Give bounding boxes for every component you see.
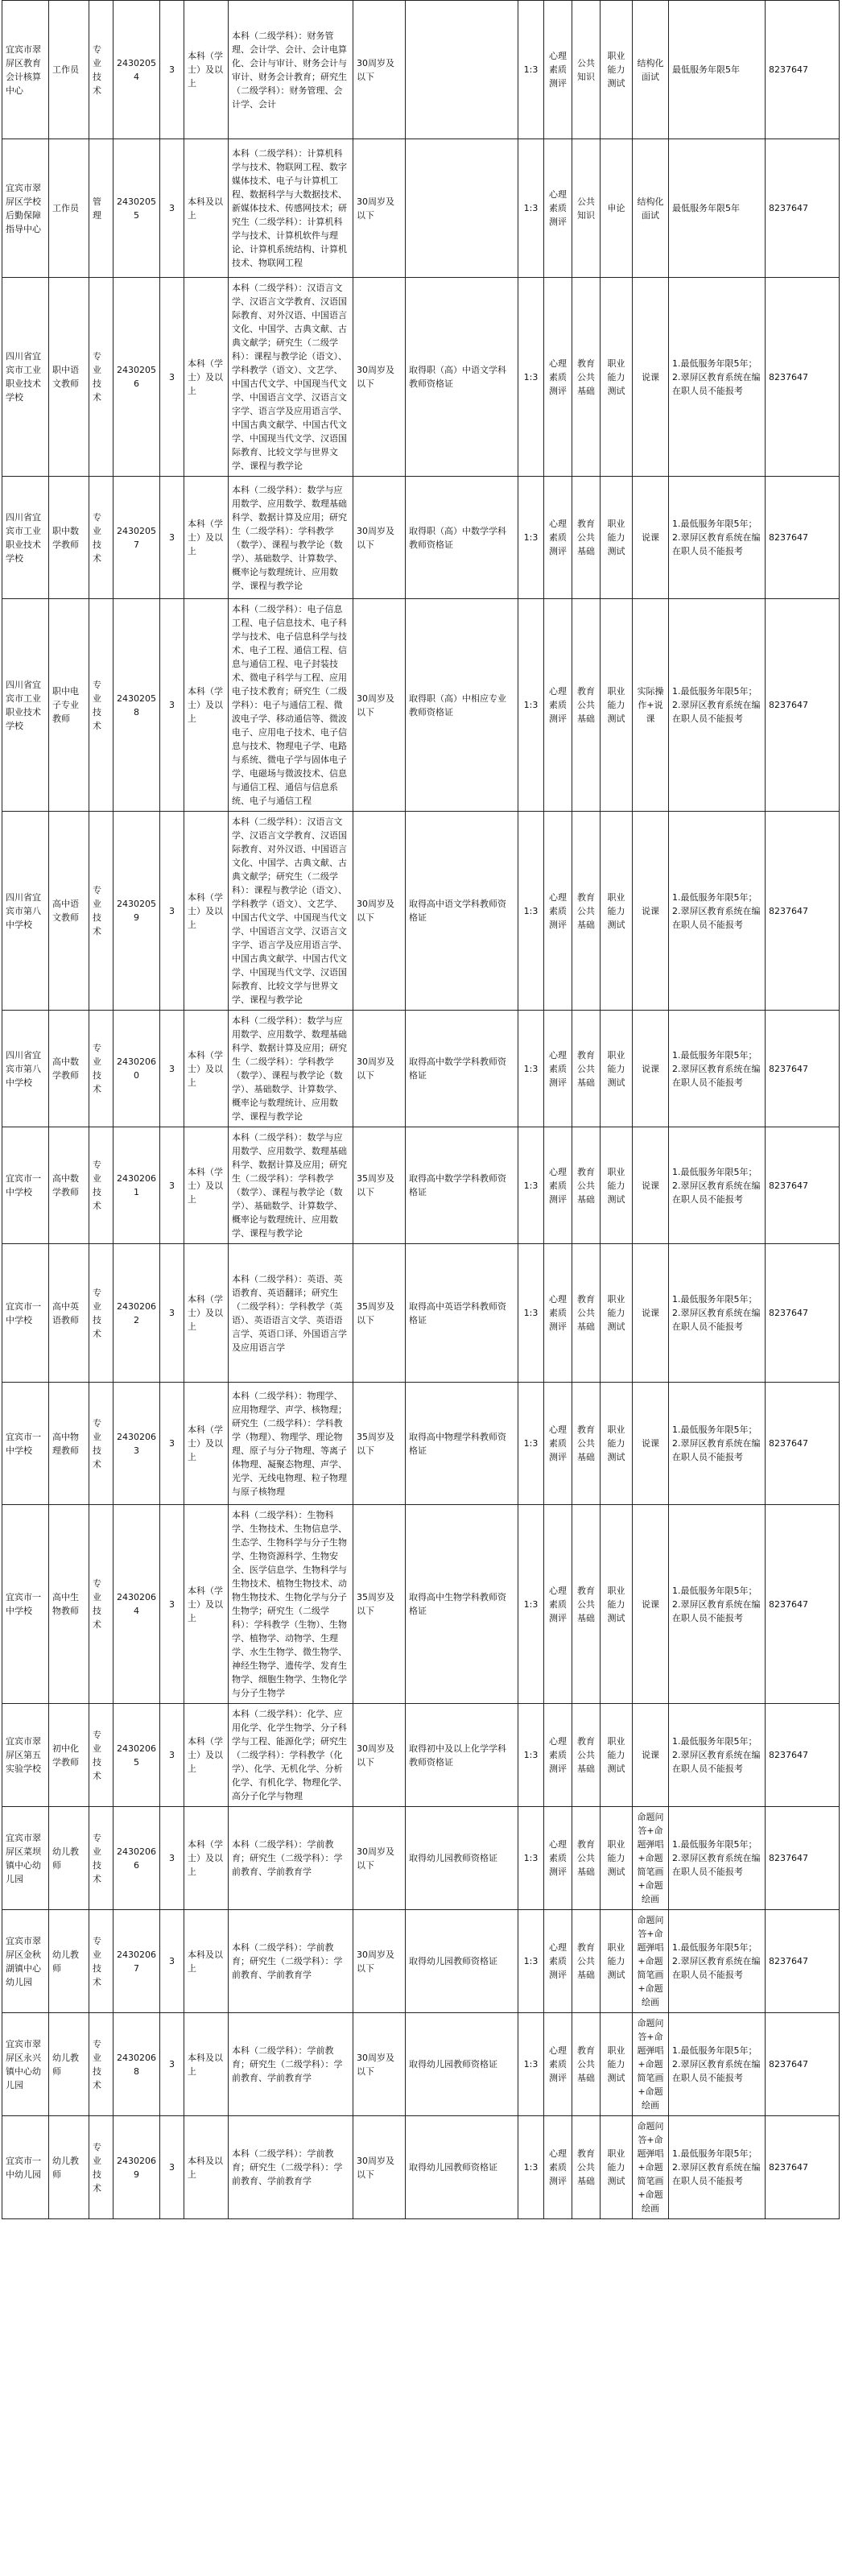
interview-cell: 说课 [633,1127,669,1244]
ratio-cell: 1:3 [518,1910,544,2013]
count-cell: 3 [160,278,184,477]
ratio-cell: 1:3 [518,599,544,812]
notes-cell: 1.最低服务年限5年；2.翠屏区教育系统在编在职人员不能报考 [669,477,766,599]
category-cell: 专业技术 [89,1244,114,1383]
other-requirement-cell: 取得高中数学学科教师资格证 [406,1011,518,1127]
phone-cell: 8237647 [766,1383,840,1505]
count-cell: 3 [160,477,184,599]
education-cell: 本科（学士）及以上 [184,1807,229,1910]
test-ability-cell: 职业能力测试 [601,1244,633,1383]
test-psych-cell: 心理素质测评 [544,1011,572,1127]
test-psych-cell: 心理素质测评 [544,2013,572,2116]
unit-cell: 宜宾市翠屏区学校后勤保障指导中心 [2,139,49,278]
education-cell: 本科及以上 [184,139,229,278]
category-cell: 专业技术 [89,812,114,1011]
category-cell: 管理 [89,139,114,278]
other-requirement-cell: 取得幼儿园教师资格证 [406,1910,518,2013]
table-row [2,1910,840,2013]
test-public-cell: 教育公共基础 [572,812,601,1011]
code-cell: 24302066 [114,1807,160,1910]
education-cell: 本科及以上 [184,2116,229,2219]
education-cell: 本科及以上 [184,1910,229,2013]
notes-cell: 最低服务年限5年 [669,139,766,278]
position-cell: 高中生物教师 [49,1505,89,1704]
phone-cell: 8237647 [766,1011,840,1127]
phone-cell: 8237647 [766,1704,840,1807]
education-cell: 本科（学士）及以上 [184,1127,229,1244]
phone-cell: 8237647 [766,2013,840,2116]
phone-cell: 8237647 [766,1807,840,1910]
phone-cell: 8237647 [766,1,840,139]
ratio-cell: 1:3 [518,139,544,278]
count-cell: 3 [160,1704,184,1807]
test-ability-cell: 职业能力测试 [601,2013,633,2116]
notes-cell: 1.最低服务年限5年；2.翠屏区教育系统在编在职人员不能报考 [669,1011,766,1127]
test-psych-cell: 心理素质测评 [544,1383,572,1505]
age-cell: 30周岁及以下 [353,278,406,477]
count-cell: 3 [160,2013,184,2116]
major-cell: 本科（二级学科）：学前教育；研究生（二级学科）：学前教育、学前教育学 [229,2013,353,2116]
code-cell: 24302065 [114,1704,160,1807]
count-cell: 3 [160,1244,184,1383]
test-psych-cell: 心理素质测评 [544,139,572,278]
table-row [2,477,840,599]
education-cell: 本科及以上 [184,2013,229,2116]
position-cell: 幼儿教师 [49,1910,89,2013]
education-cell: 本科（学士）及以上 [184,1505,229,1704]
test-psych-cell: 心理素质测评 [544,812,572,1011]
other-requirement-cell: 取得高中数学学科教师资格证 [406,1127,518,1244]
other-requirement-cell [406,1,518,139]
other-requirement-cell: 取得幼儿园教师资格证 [406,2116,518,2219]
interview-cell: 说课 [633,1011,669,1127]
ratio-cell: 1:3 [518,2013,544,2116]
code-cell: 24302054 [114,1,160,139]
code-cell: 24302068 [114,2013,160,2116]
interview-cell: 说课 [633,1505,669,1704]
test-public-cell: 教育公共基础 [572,2013,601,2116]
major-cell: 本科（二级学科）：化学、应用化学、化学生物学、分子科学与工程、能源化学；研究生（二级学科）：学科教学（化学）、化学、无机化学、分析化学、有机化学、物理化学、高分子化学与物理 [229,1704,353,1807]
age-cell: 30周岁及以下 [353,139,406,278]
unit-cell: 四川省宜宾市第八中学校 [2,1011,49,1127]
table-row [2,2013,840,2116]
age-cell: 30周岁及以下 [353,1910,406,2013]
interview-cell: 说课 [633,1244,669,1383]
age-cell: 30周岁及以下 [353,2116,406,2219]
age-cell: 30周岁及以下 [353,1807,406,1910]
code-cell: 24302061 [114,1127,160,1244]
test-public-cell: 教育公共基础 [572,1127,601,1244]
ratio-cell: 1:3 [518,1505,544,1704]
notes-cell: 1.最低服务年限5年；2.翠屏区教育系统在编在职人员不能报考 [669,1910,766,2013]
test-ability-cell: 职业能力测试 [601,1127,633,1244]
ratio-cell: 1:3 [518,477,544,599]
count-cell: 3 [160,599,184,812]
phone-cell: 8237647 [766,599,840,812]
notes-cell: 1.最低服务年限5年；2.翠屏区教育系统在编在职人员不能报考 [669,1505,766,1704]
age-cell: 30周岁及以下 [353,812,406,1011]
test-ability-cell: 职业能力测试 [601,1,633,139]
test-ability-cell: 职业能力测试 [601,278,633,477]
test-public-cell: 教育公共基础 [572,1807,601,1910]
interview-cell: 命题问答+命题弹唱+命题简笔画+命题绘画 [633,1807,669,1910]
category-cell: 专业技术 [89,1704,114,1807]
education-cell: 本科（学士）及以上 [184,1383,229,1505]
major-cell: 本科（二级学科）：财务管理、会计学、会计、会计电算化、会计与审计、财务会计与审计、财务会计教育；研究生（二级学科）：财务管理、会计学、会计 [229,1,353,139]
notes-cell: 1.最低服务年限5年；2.翠屏区教育系统在编在职人员不能报考 [669,599,766,812]
count-cell: 3 [160,139,184,278]
age-cell: 35周岁及以下 [353,1383,406,1505]
unit-cell: 宜宾市一中学校 [2,1244,49,1383]
table-row [2,599,840,812]
table-row [2,1383,840,1505]
unit-cell: 宜宾市一中幼儿园 [2,2116,49,2219]
category-cell: 专业技术 [89,278,114,477]
count-cell: 3 [160,1383,184,1505]
test-psych-cell: 心理素质测评 [544,2116,572,2219]
table-row [2,278,840,477]
age-cell: 30周岁及以下 [353,1011,406,1127]
other-requirement-cell: 取得高中英语学科教师资格证 [406,1244,518,1383]
count-cell: 3 [160,1011,184,1127]
notes-cell: 1.最低服务年限5年；2.翠屏区教育系统在编在职人员不能报考 [669,2013,766,2116]
ratio-cell: 1:3 [518,1,544,139]
test-public-cell: 教育公共基础 [572,2116,601,2219]
test-public-cell: 教育公共基础 [572,1505,601,1704]
ratio-cell: 1:3 [518,2116,544,2219]
unit-cell: 宜宾市一中学校 [2,1127,49,1244]
unit-cell: 四川省宜宾市工业职业技术学校 [2,599,49,812]
phone-cell: 8237647 [766,139,840,278]
code-cell: 24302058 [114,599,160,812]
category-cell: 专业技术 [89,1505,114,1704]
category-cell: 专业技术 [89,1,114,139]
position-cell: 幼儿教师 [49,2013,89,2116]
count-cell: 3 [160,1,184,139]
education-cell: 本科（学士）及以上 [184,1704,229,1807]
age-cell: 30周岁及以下 [353,2013,406,2116]
education-cell: 本科（学士）及以上 [184,1011,229,1127]
major-cell: 本科（二级学科）：数学与应用数学、应用数学、数理基础科学、数据计算及应用；研究生（二级学科）：学科教学（数学）、课程与教学论（数学）、基础数学、计算数学、概率论与数理统计、应用数学、课程与教学论 [229,1011,353,1127]
test-public-cell: 教育公共基础 [572,278,601,477]
code-cell: 24302062 [114,1244,160,1383]
test-psych-cell: 心理素质测评 [544,1127,572,1244]
test-public-cell: 教育公共基础 [572,1910,601,2013]
test-psych-cell: 心理素质测评 [544,599,572,812]
age-cell: 30周岁及以下 [353,1704,406,1807]
interview-cell: 说课 [633,278,669,477]
age-cell: 35周岁及以下 [353,1127,406,1244]
other-requirement-cell: 取得初中及以上化学学科教师资格证 [406,1704,518,1807]
other-requirement-cell: 取得职（高）中数学学科教师资格证 [406,477,518,599]
major-cell: 本科（二级学科）：学前教育；研究生（二级学科）：学前教育、学前教育学 [229,1807,353,1910]
other-requirement-cell: 取得职（高）中语文学科教师资格证 [406,278,518,477]
other-requirement-cell: 取得幼儿园教师资格证 [406,1807,518,1910]
count-cell: 3 [160,1807,184,1910]
ratio-cell: 1:3 [518,1244,544,1383]
test-public-cell: 公共知识 [572,139,601,278]
major-cell: 本科（二级学科）：电子信息工程、电子信息技术、电子科学与技术、电子信息科学与技术、电子工程、通信工程、信息与通信工程、电子封装技术、微电子科学与工程、应用电子技术教育；研究生（二级学科）：电子与通信工程、微波电子学、移动通信等、微波电子、应用电子技术、电子信息与技术、物理电子学、电路与系统、微电子学与固体电子学、电磁场与微波技术、信息与通信工程、通信与信息系统、电子与通信工程 [229,599,353,812]
position-cell: 高中物理教师 [49,1383,89,1505]
position-cell: 幼儿教师 [49,1807,89,1910]
education-cell: 本科（学士）及以上 [184,1,229,139]
interview-cell: 结构化面试 [633,1,669,139]
major-cell: 本科（二级学科）：英语、英语教育、英语翻译；研究生（二级学科）：学科教学（英语）、英语语言文学、英语语言学、英语口译、外国语言学及应用语言学 [229,1244,353,1383]
age-cell: 30周岁及以下 [353,477,406,599]
age-cell: 30周岁及以下 [353,599,406,812]
code-cell: 24302056 [114,278,160,477]
position-cell: 幼儿教师 [49,2116,89,2219]
test-ability-cell: 职业能力测试 [601,1383,633,1505]
ratio-cell: 1:3 [518,1383,544,1505]
count-cell: 3 [160,1910,184,2013]
unit-cell: 宜宾市翠屏区金秋湖镇中心幼儿园 [2,1910,49,2013]
position-cell: 职中语文教师 [49,278,89,477]
category-cell: 专业技术 [89,477,114,599]
other-requirement-cell: 取得高中物理学科教师资格证 [406,1383,518,1505]
education-cell: 本科（学士）及以上 [184,278,229,477]
phone-cell: 8237647 [766,278,840,477]
test-ability-cell: 职业能力测试 [601,1505,633,1704]
recruitment-table [2,0,840,2219]
phone-cell: 8237647 [766,812,840,1011]
test-public-cell: 公共知识 [572,1,601,139]
other-requirement-cell: 取得高中生物学科教师资格证 [406,1505,518,1704]
table-row [2,1127,840,1244]
other-requirement-cell: 取得高中语文学科教师资格证 [406,812,518,1011]
unit-cell: 宜宾市一中学校 [2,1383,49,1505]
table-body [2,1,840,2219]
position-cell: 高中语文教师 [49,812,89,1011]
test-ability-cell: 职业能力测试 [601,477,633,599]
code-cell: 24302069 [114,2116,160,2219]
table-row [2,1011,840,1127]
test-ability-cell: 职业能力测试 [601,1011,633,1127]
category-cell: 专业技术 [89,2116,114,2219]
test-psych-cell: 心理素质测评 [544,278,572,477]
notes-cell: 最低服务年限5年 [669,1,766,139]
notes-cell: 1.最低服务年限5年；2.翠屏区教育系统在编在职人员不能报考 [669,278,766,477]
major-cell: 本科（二级学科）：物理学、应用物理学、声学、核物理；研究生（二级学科）：学科教学（物理）、物理学、理论物理、原子与分子物理、等离子体物理、凝聚态物理、声学、光学、无线电物理、粒子物理与原子核物理 [229,1383,353,1505]
code-cell: 24302057 [114,477,160,599]
table-row [2,2116,840,2219]
category-cell: 专业技术 [89,1383,114,1505]
position-cell: 职中电子专业教师 [49,599,89,812]
major-cell: 本科（二级学科）：生物科学、生物技术、生物信息学、生态学、生物科学与分子生物学、生物资源科学、生物安全、医学信息学、生物科学与生物技术、植物生物技术、动物生物技术、生物化学与分子生物学；研究生（二级学科）：学科教学（生物）、生物学、植物学、动物学、生理学、水生生物学、微生物学、神经生物学、遗传学、发育生物学、细胞生物学、生物化学与分子生物学 [229,1505,353,1704]
unit-cell: 宜宾市翠屏区永兴镇中心幼儿园 [2,2013,49,2116]
test-ability-cell: 职业能力测试 [601,599,633,812]
unit-cell: 宜宾市翠屏区菜坝镇中心幼儿园 [2,1807,49,1910]
major-cell: 本科（二级学科）：汉语言文学、汉语言文学教育、汉语国际教育、对外汉语、中国语言文化、中国学、古典文献、古典文献学；研究生（二级学科）：课程与教学论（语文）、学科教学（语文）、文艺学、中国古代文学、中国现当代文学、中国语言文学、汉语言文字学、语言学及应用语言学、中国古典文献学、中国古代文学、中国现当代文学、汉语国际教育、比较文学与世界文学、课程与教学论 [229,278,353,477]
interview-cell: 命题问答+命题弹唱+命题简笔画+命题绘画 [633,2013,669,2116]
unit-cell: 宜宾市翠屏区教育会计核算中心 [2,1,49,139]
test-public-cell: 教育公共基础 [572,1383,601,1505]
education-cell: 本科（学士）及以上 [184,812,229,1011]
test-psych-cell: 心理素质测评 [544,477,572,599]
interview-cell: 说课 [633,1383,669,1505]
table-row [2,1,840,139]
position-cell: 高中数学教师 [49,1011,89,1127]
test-psych-cell: 心理素质测评 [544,1,572,139]
test-ability-cell: 职业能力测试 [601,812,633,1011]
age-cell: 30周岁及以下 [353,1,406,139]
category-cell: 专业技术 [89,2013,114,2116]
test-public-cell: 教育公共基础 [572,1244,601,1383]
major-cell: 本科（二级学科）：学前教育；研究生（二级学科）：学前教育、学前教育学 [229,1910,353,2013]
ratio-cell: 1:3 [518,1011,544,1127]
other-requirement-cell [406,139,518,278]
test-ability-cell: 职业能力测试 [601,1704,633,1807]
test-public-cell: 教育公共基础 [572,1704,601,1807]
test-psych-cell: 心理素质测评 [544,1505,572,1704]
phone-cell: 8237647 [766,1910,840,2013]
table-row [2,1505,840,1704]
test-psych-cell: 心理素质测评 [544,1910,572,2013]
phone-cell: 8237647 [766,2116,840,2219]
test-public-cell: 教育公共基础 [572,599,601,812]
phone-cell: 8237647 [766,1127,840,1244]
phone-cell: 8237647 [766,477,840,599]
count-cell: 3 [160,2116,184,2219]
phone-cell: 8237647 [766,1505,840,1704]
unit-cell: 四川省宜宾市工业职业技术学校 [2,477,49,599]
notes-cell: 1.最低服务年限5年；2.翠屏区教育系统在编在职人员不能报考 [669,2116,766,2219]
table-row [2,1807,840,1910]
interview-cell: 实际操作+说课 [633,599,669,812]
unit-cell: 宜宾市翠屏区第五实验学校 [2,1704,49,1807]
category-cell: 专业技术 [89,1127,114,1244]
code-cell: 24302067 [114,1910,160,2013]
other-requirement-cell: 取得职（高）中相应专业教师资格证 [406,599,518,812]
test-ability-cell: 职业能力测试 [601,1910,633,2013]
unit-cell: 宜宾市一中学校 [2,1505,49,1704]
test-ability-cell: 申论 [601,139,633,278]
test-psych-cell: 心理素质测评 [544,1244,572,1383]
notes-cell: 1.最低服务年限5年；2.翠屏区教育系统在编在职人员不能报考 [669,1807,766,1910]
education-cell: 本科（学士）及以上 [184,477,229,599]
ratio-cell: 1:3 [518,1807,544,1910]
major-cell: 本科（二级学科）：数学与应用数学、应用数学、数理基础科学、数据计算及应用；研究生（二级学科）：学科教学（数学）、课程与教学论（数学）、基础数学、计算数学、概率论与数理统计、应用数学、课程与教学论 [229,1127,353,1244]
notes-cell: 1.最低服务年限5年；2.翠屏区教育系统在编在职人员不能报考 [669,1704,766,1807]
major-cell: 本科（二级学科）：学前教育；研究生（二级学科）：学前教育、学前教育学 [229,2116,353,2219]
position-cell: 高中英语教师 [49,1244,89,1383]
category-cell: 专业技术 [89,1807,114,1910]
test-psych-cell: 心理素质测评 [544,1807,572,1910]
unit-cell: 四川省宜宾市工业职业技术学校 [2,278,49,477]
major-cell: 本科（二级学科）：数学与应用数学、应用数学、数理基础科学、数据计算及应用；研究生（二级学科）：学科教学（数学）、课程与教学论（数学）、基础数学、计算数学、概率论与数理统计、应用数学、课程与教学论 [229,477,353,599]
table-row [2,1244,840,1383]
table-row [2,812,840,1011]
test-ability-cell: 职业能力测试 [601,2116,633,2219]
interview-cell: 说课 [633,477,669,599]
table-row [2,1704,840,1807]
interview-cell: 命题问答+命题弹唱+命题简笔画+命题绘画 [633,1910,669,2013]
test-public-cell: 教育公共基础 [572,1011,601,1127]
position-cell: 职中数学教师 [49,477,89,599]
phone-cell: 8237647 [766,1244,840,1383]
code-cell: 24302060 [114,1011,160,1127]
category-cell: 专业技术 [89,1011,114,1127]
test-public-cell: 教育公共基础 [572,477,601,599]
position-cell: 工作员 [49,1,89,139]
ratio-cell: 1:3 [518,1127,544,1244]
test-psych-cell: 心理素质测评 [544,1704,572,1807]
ratio-cell: 1:3 [518,812,544,1011]
test-ability-cell: 职业能力测试 [601,1807,633,1910]
major-cell: 本科（二级学科）：计算机科学与技术、物联网工程、数字媒体技术、电子与计算机工程、数据科学与大数据技术、新媒体技术、传感网技术；研究生（二级学科）：计算机科学与技术、计算机软件与理论、计算机系统结构、计算机技术、物联网工程 [229,139,353,278]
position-cell: 初中化学教师 [49,1704,89,1807]
position-cell: 工作员 [49,139,89,278]
count-cell: 3 [160,1127,184,1244]
interview-cell: 说课 [633,1704,669,1807]
count-cell: 3 [160,1505,184,1704]
code-cell: 24302064 [114,1505,160,1704]
code-cell: 24302055 [114,139,160,278]
interview-cell: 结构化面试 [633,139,669,278]
category-cell: 专业技术 [89,1910,114,2013]
notes-cell: 1.最低服务年限5年；2.翠屏区教育系统在编在职人员不能报考 [669,812,766,1011]
ratio-cell: 1:3 [518,1704,544,1807]
position-cell: 高中数学教师 [49,1127,89,1244]
notes-cell: 1.最低服务年限5年；2.翠屏区教育系统在编在职人员不能报考 [669,1244,766,1383]
ratio-cell: 1:3 [518,278,544,477]
education-cell: 本科（学士）及以上 [184,599,229,812]
notes-cell: 1.最低服务年限5年；2.翠屏区教育系统在编在职人员不能报考 [669,1127,766,1244]
table-row [2,139,840,278]
interview-cell: 命题问答+命题弹唱+命题简笔画+命题绘画 [633,2116,669,2219]
notes-cell: 1.最低服务年限5年；2.翠屏区教育系统在编在职人员不能报考 [669,1383,766,1505]
age-cell: 35周岁及以下 [353,1244,406,1383]
interview-cell: 说课 [633,812,669,1011]
other-requirement-cell: 取得幼儿园教师资格证 [406,2013,518,2116]
code-cell: 24302059 [114,812,160,1011]
education-cell: 本科（学士）及以上 [184,1244,229,1383]
age-cell: 35周岁及以下 [353,1505,406,1704]
code-cell: 24302063 [114,1383,160,1505]
unit-cell: 四川省宜宾市第八中学校 [2,812,49,1011]
major-cell: 本科（二级学科）：汉语言文学、汉语言文学教育、汉语国际教育、对外汉语、中国语言文化、中国学、古典文献、古典文献学；研究生（二级学科）：课程与教学论（语文）、学科教学（语文）、文艺学、中国古代文学、中国现当代文学、中国语言文学、汉语言文字学、语言学及应用语言学、中国古典文献学、中国古代文学、中国现当代文学、汉语国际教育、比较文学与世界文学、课程与教学论 [229,812,353,1011]
category-cell: 专业技术 [89,599,114,812]
count-cell: 3 [160,812,184,1011]
